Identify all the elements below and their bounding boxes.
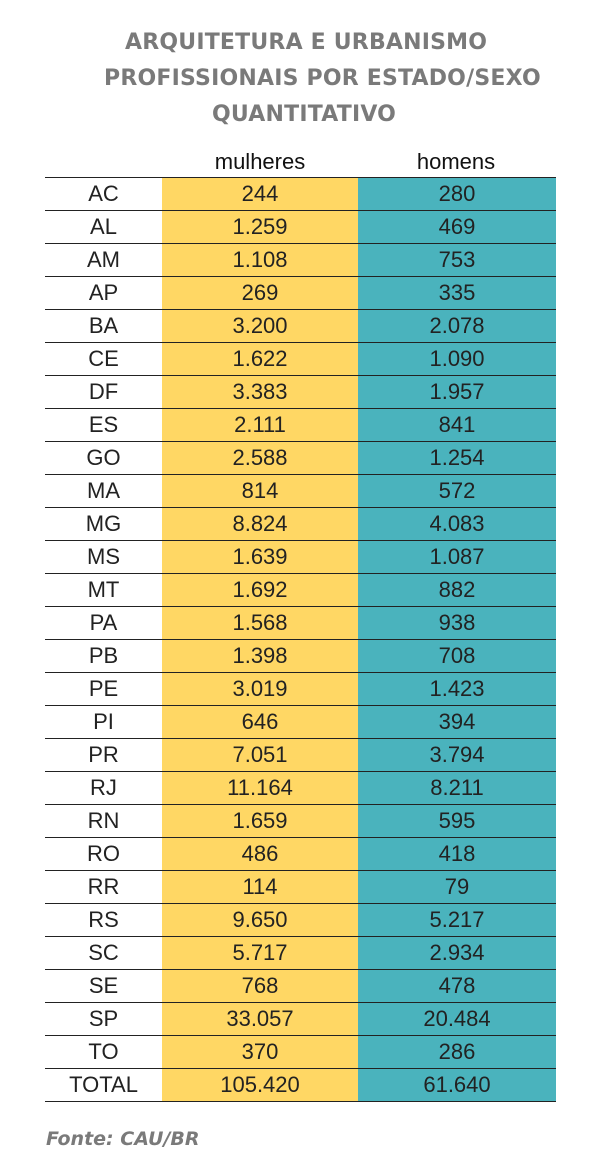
homens-cell: 708 — [358, 640, 556, 672]
homens-cell: 2.078 — [358, 310, 556, 342]
mulheres-cell: 1.659 — [162, 805, 358, 837]
table-row — [45, 309, 556, 342]
homens-cell: 1.254 — [358, 442, 556, 474]
homens-cell: 1.087 — [358, 541, 556, 573]
table-row — [45, 342, 556, 375]
mulheres-cell: 7.051 — [162, 739, 358, 771]
homens-cell: 478 — [358, 970, 556, 1002]
mulheres-cell: 486 — [162, 838, 358, 870]
mulheres-cell: 1.108 — [162, 244, 358, 276]
mulheres-cell: 2.588 — [162, 442, 358, 474]
state-cell: SE — [88, 973, 119, 998]
table-row — [45, 804, 556, 837]
mulheres-cell: 3.200 — [162, 310, 358, 342]
mulheres-cell: 814 — [162, 475, 358, 507]
mulheres-cell: 244 — [162, 178, 358, 210]
state-cell: SP — [88, 1006, 119, 1031]
data-table — [45, 177, 556, 1102]
homens-cell: 418 — [358, 838, 556, 870]
state-cell: MG — [85, 511, 122, 536]
homens-cell: 753 — [358, 244, 556, 276]
table-row — [45, 903, 556, 936]
mulheres-cell: 1.639 — [162, 541, 358, 573]
state-cell: RR — [87, 874, 120, 899]
homens-cell: 286 — [358, 1036, 556, 1068]
state-cell: DF — [88, 379, 119, 404]
table-row — [45, 705, 556, 738]
table-row — [45, 606, 556, 639]
table-row — [45, 507, 556, 540]
state-cell: RS — [88, 907, 119, 932]
homens-cell: 1.957 — [358, 376, 556, 408]
homens-cell: 4.083 — [358, 508, 556, 540]
homens-cell: 841 — [358, 409, 556, 441]
homens-cell: 469 — [358, 211, 556, 243]
mulheres-cell: 269 — [162, 277, 358, 309]
column-header-homens: homens — [416, 149, 496, 174]
state-cell: TO — [88, 1039, 119, 1064]
state-cell: ES — [88, 412, 119, 437]
mulheres-cell: 370 — [162, 1036, 358, 1068]
table-row — [45, 1002, 556, 1035]
table-row — [45, 573, 556, 606]
table-row — [45, 540, 556, 573]
mulheres-cell: 1.398 — [162, 640, 358, 672]
homens-cell: 2.934 — [358, 937, 556, 969]
mulheres-cell: 3.019 — [162, 673, 358, 705]
title-line-1: ARQUITETURA E URBANISMO — [125, 30, 488, 55]
homens-cell: 882 — [358, 574, 556, 606]
title-line-3: QUANTITATIVO — [212, 102, 397, 127]
state-cell: PI — [93, 709, 114, 734]
state-cell: PR — [88, 742, 119, 767]
mulheres-cell: 8.824 — [162, 508, 358, 540]
table-row — [45, 177, 556, 210]
state-cell: RO — [87, 841, 120, 866]
table-row — [45, 210, 556, 243]
column-header-mulheres: mulheres — [214, 149, 306, 174]
homens-cell: 5.217 — [358, 904, 556, 936]
mulheres-cell: 1.622 — [162, 343, 358, 375]
state-cell: AL — [90, 214, 117, 239]
state-cell: MT — [87, 577, 120, 602]
state-cell: BA — [88, 313, 119, 338]
state-cell: AM — [87, 247, 120, 272]
homens-cell: 8.211 — [358, 772, 556, 804]
mulheres-cell: 5.717 — [162, 937, 358, 969]
homens-cell: 20.484 — [358, 1003, 556, 1035]
state-cell: GO — [86, 445, 121, 470]
source-note: Fonte: CAU/BR — [46, 1128, 200, 1150]
table-row — [45, 639, 556, 672]
table-row — [45, 375, 556, 408]
homens-cell: 79 — [358, 871, 556, 903]
table-row — [45, 243, 556, 276]
table-row — [45, 771, 556, 804]
table-row — [45, 441, 556, 474]
state-cell: PA — [89, 610, 118, 635]
state-cell: RN — [87, 808, 120, 833]
homens-cell: 61.640 — [358, 1069, 556, 1101]
table-row — [45, 738, 556, 771]
mulheres-cell: 646 — [162, 706, 358, 738]
state-cell: MS — [87, 544, 120, 569]
mulheres-cell: 33.057 — [162, 1003, 358, 1035]
mulheres-cell: 1.259 — [162, 211, 358, 243]
state-cell: AC — [88, 181, 119, 206]
table-row — [45, 870, 556, 903]
mulheres-cell: 11.164 — [162, 772, 358, 804]
mulheres-cell: 1.568 — [162, 607, 358, 639]
mulheres-cell: 3.383 — [162, 376, 358, 408]
homens-cell: 938 — [358, 607, 556, 639]
table-row — [45, 1035, 556, 1068]
state-cell: PB — [88, 643, 119, 668]
mulheres-cell: 114 — [162, 871, 358, 903]
table-row — [45, 837, 556, 870]
homens-cell: 1.090 — [358, 343, 556, 375]
mulheres-cell: 105.420 — [162, 1069, 358, 1101]
table-row — [45, 672, 556, 705]
homens-cell: 1.423 — [358, 673, 556, 705]
homens-cell: 572 — [358, 475, 556, 507]
state-cell: SC — [88, 940, 119, 965]
total-row — [45, 1068, 556, 1102]
state-cell: PE — [88, 676, 119, 701]
table-row — [45, 408, 556, 441]
homens-cell: 335 — [358, 277, 556, 309]
state-cell: CE — [88, 346, 119, 371]
state-cell: TOTAL — [69, 1072, 138, 1097]
title-line-2: PROFISSIONAIS POR ESTADO/SEXO — [104, 66, 541, 91]
homens-cell: 595 — [358, 805, 556, 837]
mulheres-cell: 1.692 — [162, 574, 358, 606]
mulheres-cell: 768 — [162, 970, 358, 1002]
state-cell: MA — [87, 478, 120, 503]
table-row — [45, 936, 556, 969]
state-cell: RJ — [90, 775, 117, 800]
table-row — [45, 276, 556, 309]
state-cell: AP — [88, 280, 119, 305]
mulheres-cell: 9.650 — [162, 904, 358, 936]
table-row — [45, 474, 556, 507]
homens-cell: 3.794 — [358, 739, 556, 771]
homens-cell: 280 — [358, 178, 556, 210]
table-row — [45, 969, 556, 1002]
homens-cell: 394 — [358, 706, 556, 738]
mulheres-cell: 2.111 — [162, 409, 358, 441]
